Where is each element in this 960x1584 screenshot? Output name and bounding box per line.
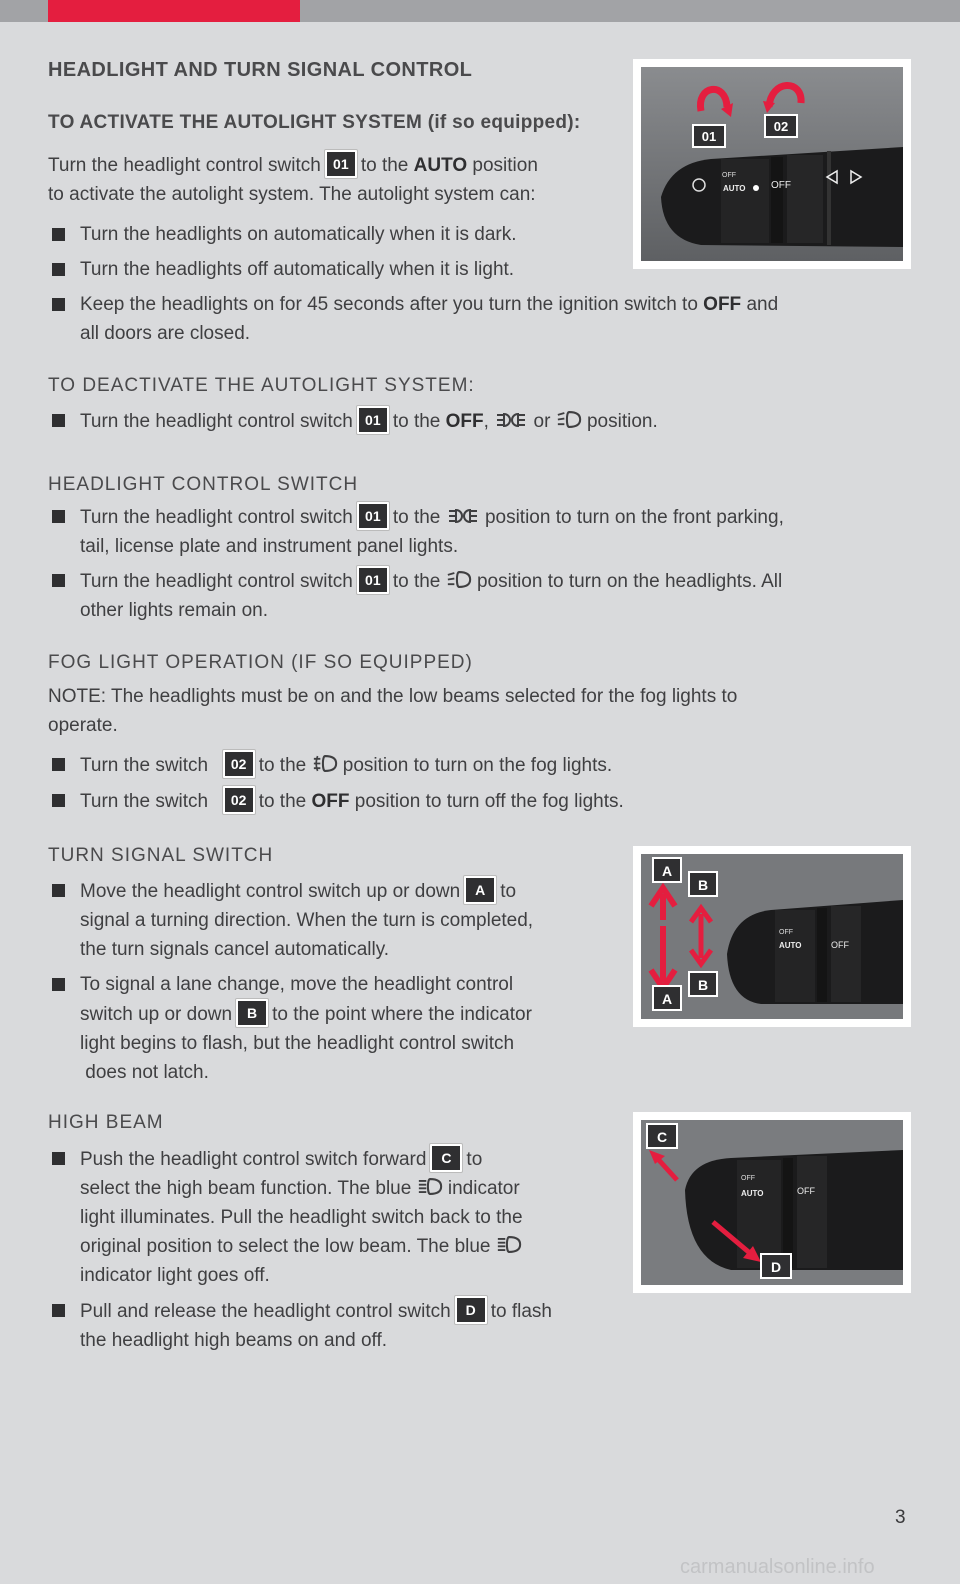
bullet-icon xyxy=(52,298,65,311)
top-bar-accent xyxy=(48,0,300,22)
tag-b: B xyxy=(236,999,268,1027)
list-item: Keep the headlights on for 45 seconds after you turn the ignition switch to OFF and all doors are closed. xyxy=(48,290,910,348)
list-item: To signal a lane change, move the headlight control switch up or down B to the point where the indicator light begins to flash, but the headlight control switch does not latch. xyxy=(48,970,640,1087)
switch-heading: HEADLIGHT CONTROL SWITCH xyxy=(48,474,359,495)
list-item: Pull and release the headlight control switch D to flash the headlight high beams on and off. xyxy=(48,1296,640,1355)
bullet-icon xyxy=(52,884,65,897)
label-b: B xyxy=(697,877,709,893)
bullet-icon xyxy=(52,228,65,241)
high-beam-icon xyxy=(417,1177,443,1196)
tag-02: 02 xyxy=(223,750,255,778)
turn-heading: TURN SIGNAL SWITCH xyxy=(48,845,274,866)
tag-01: 01 xyxy=(325,150,357,178)
list-item: Move the headlight control switch up or down A to signal a turning direction. When the turn is completed, the turn signals cancel automatically. xyxy=(48,876,640,964)
switch-label-off: OFF xyxy=(741,1175,755,1182)
high-beam-icon xyxy=(496,1235,522,1254)
label-b-lower: B xyxy=(697,977,709,993)
list-item: Turn the headlight control switch 01 to the position to turn on the headlights. All other lights remain on. xyxy=(48,566,910,625)
stalk-illustration xyxy=(641,854,903,1019)
tag-c: C xyxy=(430,1144,462,1172)
bullet-icon xyxy=(52,794,65,807)
fog-label-off: OFF xyxy=(831,940,849,950)
bullet-icon xyxy=(52,263,65,276)
list-item: Turn the switch 02 to the OFF position to turn off the fog lights. xyxy=(48,786,624,816)
switch-label-off: OFF xyxy=(722,172,736,179)
switch-label-off: OFF xyxy=(779,929,793,936)
bullet-icon xyxy=(52,1152,65,1165)
highbeam-heading: HIGH BEAM xyxy=(48,1112,164,1133)
top-bar xyxy=(0,0,960,22)
position-dot-icon xyxy=(753,185,759,191)
list-item: Turn the switch 02 to the position to turn on the fog lights. xyxy=(48,750,612,780)
tag-01: 01 xyxy=(357,566,389,594)
tag-d: D xyxy=(455,1296,487,1324)
label-a: A xyxy=(661,863,673,879)
stalk-illustration xyxy=(641,1120,903,1285)
bullet-icon xyxy=(52,1304,65,1317)
autolight-intro: Turn the headlight control switch 01 to the AUTO position to activate the autolight system. The autolight system can: xyxy=(48,150,538,209)
list-item: Turn the headlights on automatically when it is dark. xyxy=(48,220,517,249)
bullet-icon xyxy=(52,510,65,523)
label-01: 01 xyxy=(701,129,717,144)
list-item: Turn the headlights off automatically when it is light. xyxy=(48,255,514,284)
fog-label-off: OFF xyxy=(797,1186,815,1196)
watermark: carmanualsonline.info xyxy=(680,1556,875,1578)
switch-label-auto: AUTO xyxy=(741,1189,764,1198)
tag-01: 01 xyxy=(357,406,389,434)
fog-light-icon xyxy=(312,754,338,773)
fog-label-off: OFF xyxy=(771,180,791,191)
headlight-icon xyxy=(446,570,472,589)
bullet-icon xyxy=(52,758,65,771)
fog-note: NOTE: The headlights must be on and the low beams selected for the fog lights to operate. xyxy=(48,686,738,736)
bullet-icon xyxy=(52,414,65,427)
list-item: Push the headlight control switch forward C to select the high beam function. The blue indicator light illuminates. Pull the headlight switch back to the original position to select the low beam. The blue indicator light goes off. xyxy=(48,1144,640,1290)
tag-a: A xyxy=(464,876,496,904)
bullet-icon xyxy=(52,574,65,587)
list-item: Turn the headlight control switch 01 to the position to turn on the front parking, tail, license plate and instrument panel lights. xyxy=(48,502,910,561)
switch-label-auto: AUTO xyxy=(723,184,746,193)
label-c: C xyxy=(656,1129,668,1145)
stalk-illustration xyxy=(641,67,903,261)
fog-heading: FOG LIGHT OPERATION (IF SO EQUIPPED) xyxy=(48,652,473,673)
label-d: D xyxy=(770,1259,782,1275)
deactivate-heading: TO DEACTIVATE THE AUTOLIGHT SYSTEM: xyxy=(48,375,475,396)
parking-lights-icon xyxy=(494,411,528,429)
label-02: 02 xyxy=(773,119,789,134)
page-title: HEADLIGHT AND TURN SIGNAL CONTROL xyxy=(48,59,473,81)
headlight-switch-photo xyxy=(633,59,911,269)
bullet-icon xyxy=(52,978,65,991)
page-number: 3 xyxy=(895,1507,906,1528)
tag-01: 01 xyxy=(357,502,389,530)
autolight-heading: TO ACTIVATE THE AUTOLIGHT SYSTEM (if so equipped): xyxy=(48,112,581,133)
high-beam-photo xyxy=(633,1112,911,1293)
tag-02: 02 xyxy=(223,786,255,814)
headlight-icon xyxy=(556,410,582,429)
parking-lights-icon xyxy=(446,507,480,525)
list-item: Turn the headlight control switch 01 to the OFF, or position. xyxy=(48,406,658,436)
label-a-lower: A xyxy=(661,991,673,1007)
turn-signal-photo xyxy=(633,846,911,1027)
switch-label-auto: AUTO xyxy=(779,941,802,950)
